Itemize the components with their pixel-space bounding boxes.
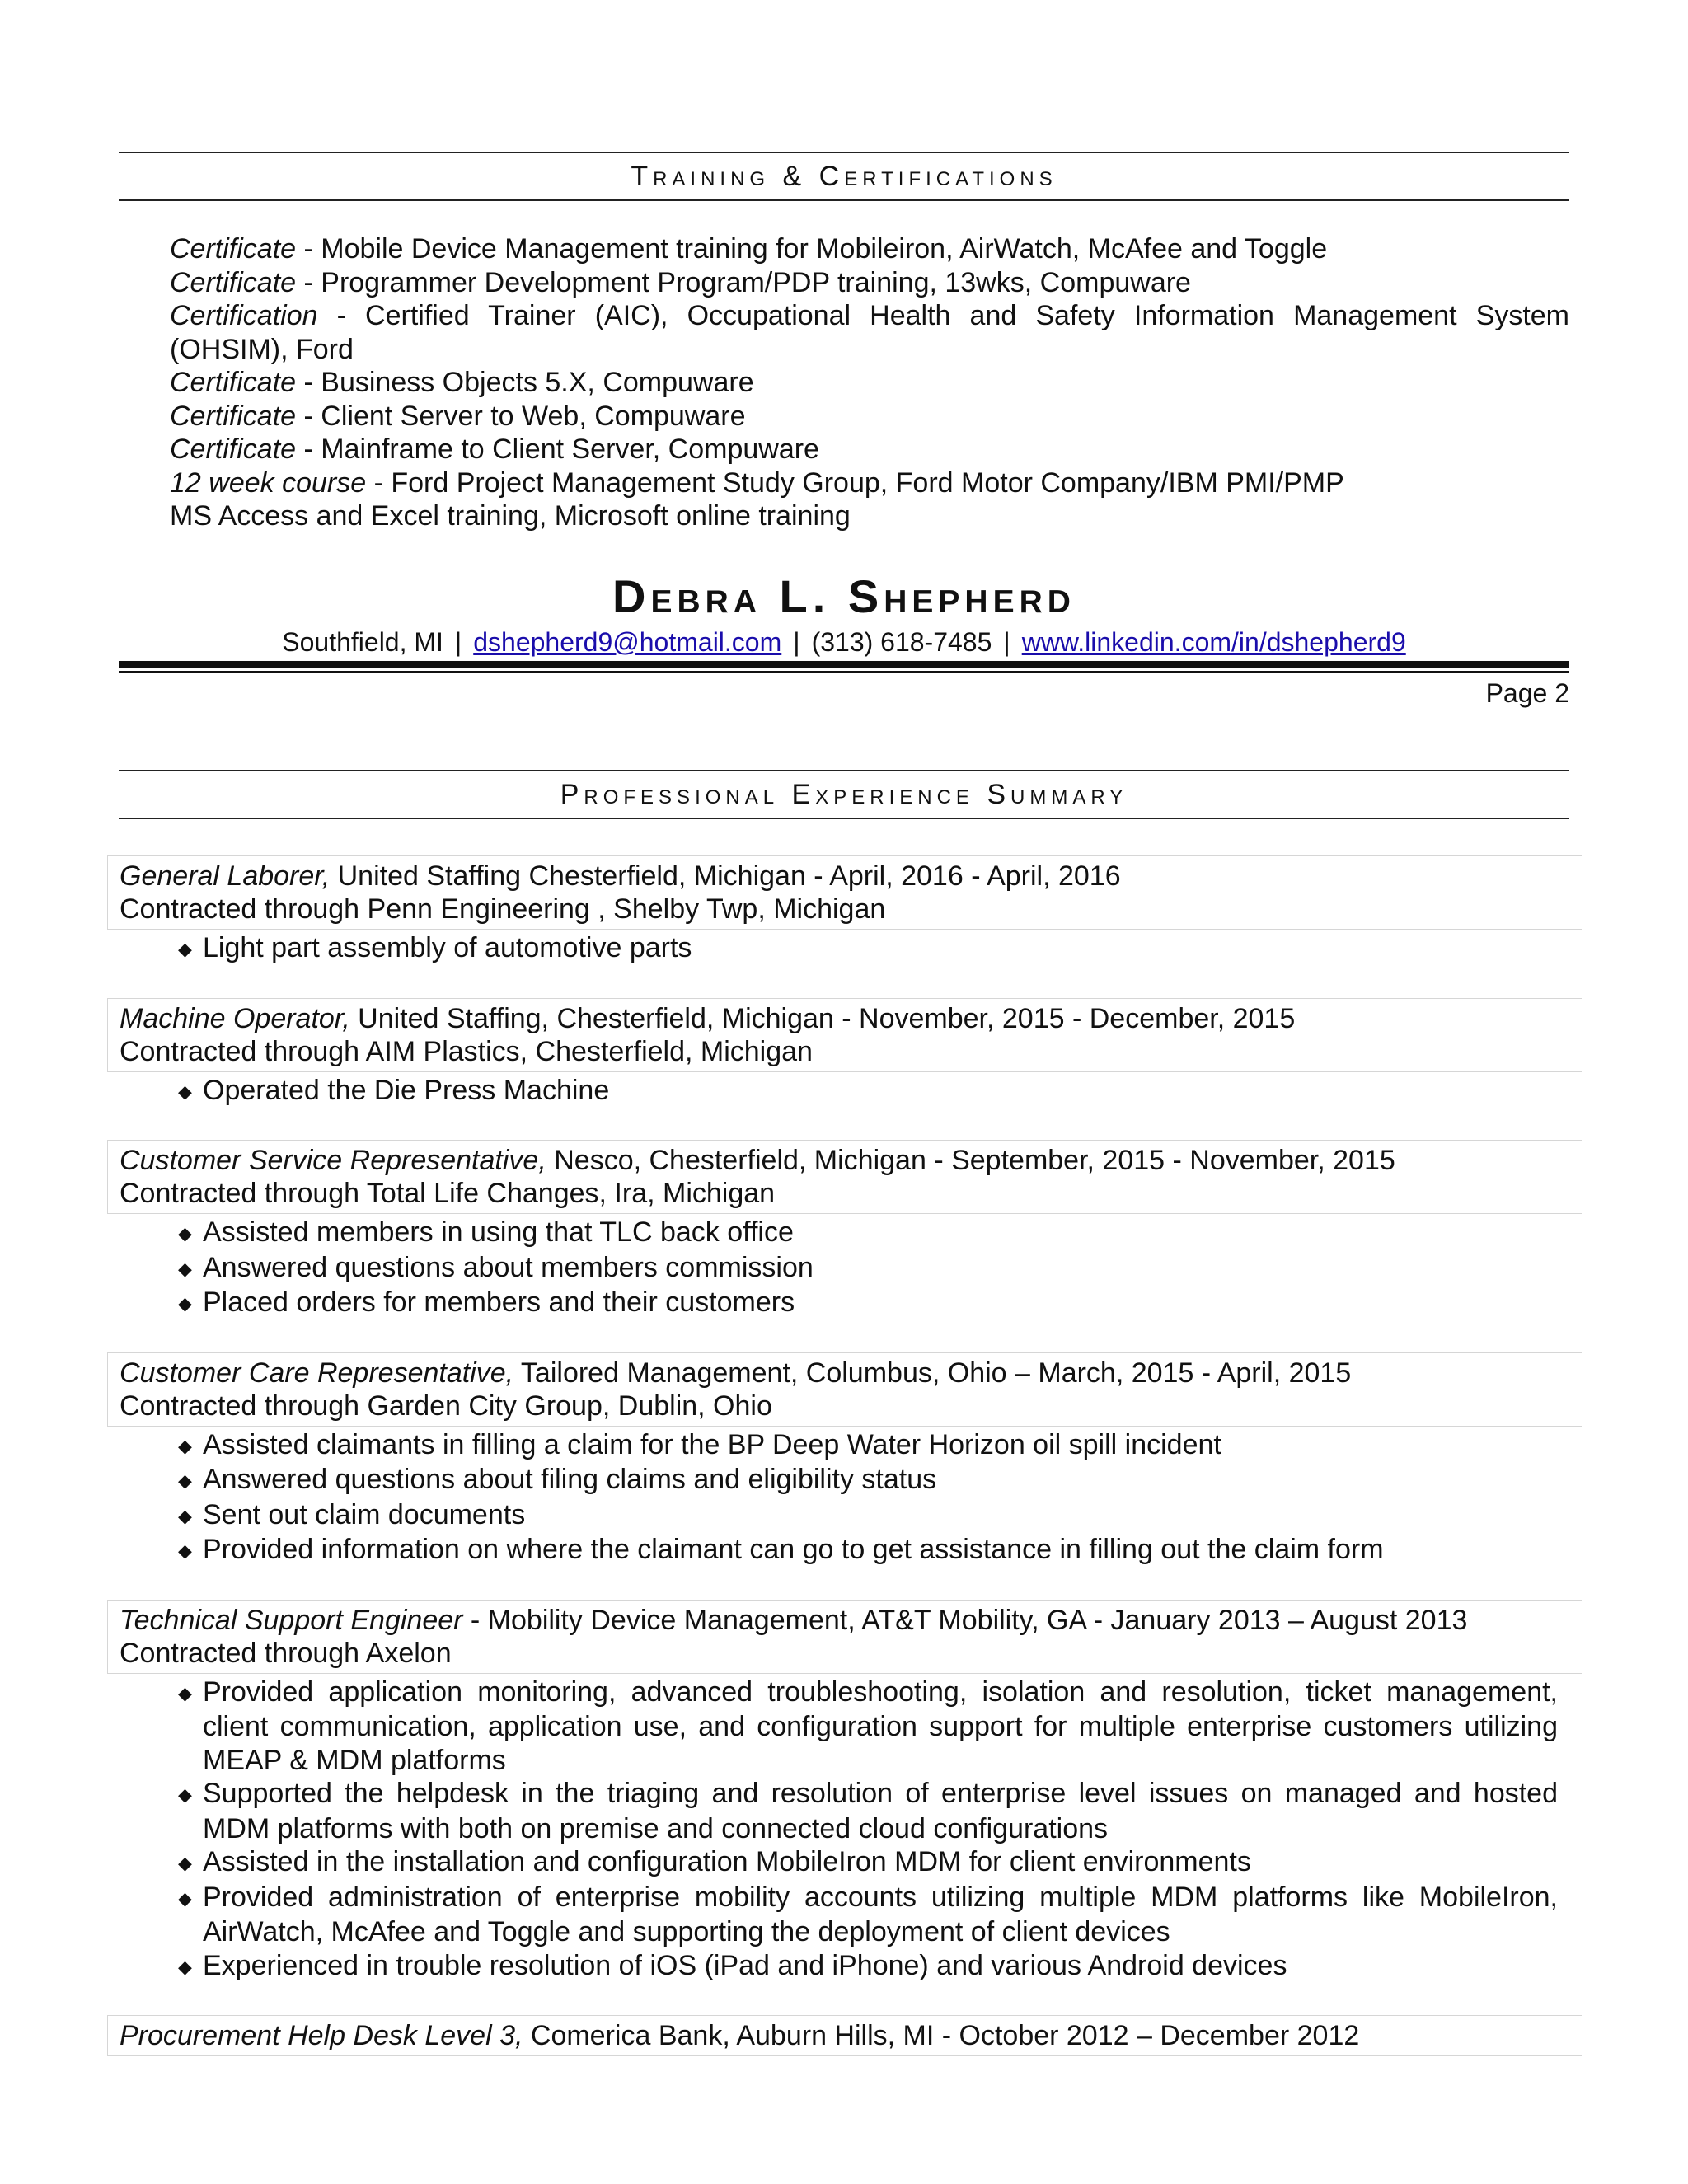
job-header-box bbox=[107, 2015, 1582, 2056]
job-detail: Comerica Bank, Auburn Hills, MI - October 2012 – December 2012 bbox=[523, 2020, 1360, 2051]
training-item bbox=[170, 466, 1569, 500]
job-detail: Tailored Management, Columbus, Ohio – March, 2015 - April, 2015 bbox=[513, 1357, 1352, 1389]
bullet-item bbox=[107, 1675, 1558, 1778]
job-detail: United Staffing Chesterfield, Michigan - April, 2016 - April, 2016 bbox=[330, 860, 1121, 892]
job-title: Technical Support Engineer bbox=[120, 1604, 463, 1636]
diamond-bullet-icon: ◆ bbox=[178, 939, 192, 959]
job-title: Machine Operator, bbox=[120, 1002, 350, 1034]
bullet-text: Answered questions about filing claims and eligibility status bbox=[203, 1464, 937, 1495]
bullet-item bbox=[107, 1251, 1558, 1286]
bullet-text: Provided administration of enterprise mobility accounts utilizing multiple MDM platforms like MobileIron, AirWatch, McAfee and Toggle and supporting the deployment of client devices bbox=[203, 1881, 1558, 1947]
job-bullets bbox=[107, 1428, 1582, 1568]
bullet-item bbox=[107, 1777, 1558, 1845]
diamond-bullet-icon: ◆ bbox=[178, 1956, 192, 1977]
job-title: Customer Service Representative, bbox=[120, 1145, 546, 1176]
diamond-bullet-icon: ◆ bbox=[178, 1540, 192, 1561]
separator: | bbox=[793, 627, 800, 657]
bullet-item bbox=[107, 1428, 1558, 1464]
job-contract: Contracted through Axelon bbox=[120, 1637, 452, 1669]
training-item-label: 12 week course bbox=[170, 466, 367, 499]
training-item-label: Certificate bbox=[170, 400, 297, 432]
bullet-item bbox=[107, 1463, 1558, 1498]
bullet-text: Light part assembly of automotive parts bbox=[203, 932, 692, 963]
header-thin-rule bbox=[119, 671, 1569, 673]
diamond-bullet-icon: ◆ bbox=[178, 1853, 192, 1873]
page-number: Page 2 bbox=[1485, 678, 1569, 708]
training-item-text: - Ford Project Management Study Group, Ford Motor Company/IBM PMI/PMP bbox=[366, 466, 1344, 499]
experience-section-header bbox=[119, 770, 1569, 819]
training-item bbox=[170, 232, 1569, 266]
bullet-text: Operated the Die Press Machine bbox=[203, 1074, 610, 1106]
phone-text: (313) 618-7485 bbox=[811, 627, 992, 657]
job-contract: Contracted through Total Life Changes, Ira, Michigan bbox=[120, 1178, 776, 1209]
diamond-bullet-icon: ◆ bbox=[178, 1080, 192, 1102]
experience-heading: Professional Experience Summary bbox=[560, 779, 1128, 810]
bullet-item bbox=[107, 1498, 1558, 1534]
training-item-text: MS Access and Excel training, Microsoft online training bbox=[170, 500, 851, 532]
job-detail: United Staffing, Chesterfield, Michigan - November, 2015 - December, 2015 bbox=[349, 1002, 1296, 1034]
training-item bbox=[170, 499, 1569, 533]
job-bullets bbox=[107, 1216, 1582, 1321]
training-list bbox=[170, 232, 1569, 533]
bullet-text: Assisted members in using that TLC back office bbox=[203, 1216, 794, 1248]
job-title: General Laborer, bbox=[120, 860, 331, 892]
job-bullets bbox=[107, 931, 1582, 967]
training-item bbox=[170, 299, 1569, 366]
diamond-bullet-icon: ◆ bbox=[178, 1784, 192, 1805]
contact-line bbox=[0, 626, 1688, 658]
bullet-item bbox=[107, 1881, 1558, 1949]
diamond-bullet-icon: ◆ bbox=[178, 1470, 192, 1491]
training-item bbox=[170, 366, 1569, 400]
training-item-text: - Mainframe to Client Server, Compuware bbox=[296, 434, 819, 465]
diamond-bullet-icon: ◆ bbox=[178, 1258, 192, 1279]
diamond-bullet-icon: ◆ bbox=[178, 1435, 192, 1456]
job-title: Customer Care Representative, bbox=[120, 1357, 514, 1389]
bullet-text: Assisted claimants in filling a claim for the BP Deep Water Horizon oil spill incident bbox=[203, 1428, 1221, 1460]
job-detail: Nesco, Chesterfield, Michigan - September, 2015 - November, 2015 bbox=[546, 1145, 1395, 1176]
bullet-item bbox=[107, 1286, 1558, 1321]
bullet-text: Experienced in trouble resolution of iOS (iPad and iPhone) and various Android devices bbox=[203, 1949, 1287, 1981]
training-item-label: Certificate bbox=[170, 233, 297, 265]
job-entry bbox=[107, 1352, 1582, 1568]
training-item-text: - Certified Trainer (AIC), Occupational Health and Safety Information Management System (OHSIM), Ford bbox=[170, 300, 1569, 365]
training-item-text: - Business Objects 5.X, Compuware bbox=[296, 367, 754, 398]
job-bullets bbox=[107, 1074, 1582, 1109]
bullet-item bbox=[107, 931, 1558, 967]
job-list bbox=[107, 855, 1582, 2088]
bullet-text: Provided information on where the claimant can go to get assistance in filling out the claim form bbox=[203, 1534, 1384, 1565]
job-header-box bbox=[107, 1600, 1582, 1674]
location-text: Southfield, MI bbox=[282, 627, 443, 657]
training-item-label: Certificate bbox=[170, 266, 297, 298]
job-header-box bbox=[107, 1352, 1582, 1427]
bullet-text: Placed orders for members and their customers bbox=[203, 1286, 795, 1318]
training-item-text: - Programmer Development Program/PDP training, 13wks, Compuware bbox=[296, 266, 1191, 298]
diamond-bullet-icon: ◆ bbox=[178, 1505, 192, 1526]
job-contract: Contracted through AIM Plastics, Chesterfield, Michigan bbox=[120, 1035, 813, 1067]
job-contract: Contracted through Garden City Group, Dublin, Ohio bbox=[120, 1390, 772, 1422]
job-header-box bbox=[107, 998, 1582, 1072]
job-title: Procurement Help Desk Level 3, bbox=[120, 2020, 523, 2051]
bullet-item bbox=[107, 1949, 1558, 1985]
bullet-item bbox=[107, 1533, 1558, 1568]
job-entry bbox=[107, 855, 1582, 967]
diamond-bullet-icon: ◆ bbox=[178, 1223, 192, 1244]
training-item-label: Certification bbox=[170, 300, 318, 331]
candidate-name: Debra L. Shepherd bbox=[612, 570, 1076, 622]
job-header-box bbox=[107, 1140, 1582, 1214]
diamond-bullet-icon: ◆ bbox=[178, 1682, 192, 1704]
separator: | bbox=[454, 627, 462, 657]
training-item-text: - Mobile Device Management training for Mobileiron, AirWatch, McAfee and Toggle bbox=[296, 233, 1328, 265]
bullet-text: Supported the helpdesk in the triaging and resolution of enterprise level issues on managed and hosted MDM platforms with both on premise and connected cloud configurations bbox=[203, 1778, 1558, 1844]
job-entry bbox=[107, 2015, 1582, 2056]
diamond-bullet-icon: ◆ bbox=[178, 1293, 192, 1314]
training-item-label: Certificate bbox=[170, 367, 297, 398]
job-bullets bbox=[107, 1675, 1582, 1985]
bullet-item bbox=[107, 1216, 1558, 1251]
job-header-box bbox=[107, 855, 1582, 930]
bullet-text: Assisted in the installation and configuration MobileIron MDM for client environments bbox=[203, 1846, 1251, 1877]
training-item-label: Certificate bbox=[170, 434, 297, 465]
bullet-item bbox=[107, 1074, 1558, 1109]
training-item bbox=[170, 400, 1569, 434]
job-contract: Contracted through Penn Engineering , Shelby Twp, Michigan bbox=[120, 893, 886, 925]
job-entry bbox=[107, 1140, 1582, 1321]
training-item bbox=[170, 266, 1569, 300]
bullet-text: Answered questions about members commission bbox=[203, 1251, 814, 1283]
job-entry bbox=[107, 1600, 1582, 1985]
separator: | bbox=[1003, 627, 1010, 657]
training-item-text: - Client Server to Web, Compuware bbox=[296, 400, 746, 432]
bullet-text: Sent out claim documents bbox=[203, 1498, 526, 1530]
header-thick-rule bbox=[119, 661, 1569, 668]
linkedin-link[interactable]: www.linkedin.com/in/dshepherd9 bbox=[1021, 627, 1406, 657]
job-entry bbox=[107, 998, 1582, 1109]
email-link[interactable]: dshepherd9@hotmail.com bbox=[473, 627, 782, 657]
bullet-text: Provided application monitoring, advanced troubleshooting, isolation and resolution, ticket management, client communication, application use, and configuration support for multiple enterprise customers utilizing MEAP & MDM platforms bbox=[203, 1675, 1558, 1776]
training-section-header bbox=[119, 152, 1569, 201]
training-heading: Training & Certifications bbox=[631, 161, 1057, 192]
job-detail: - Mobility Device Management, AT&T Mobility, GA - January 2013 – August 2013 bbox=[462, 1604, 1468, 1636]
diamond-bullet-icon: ◆ bbox=[178, 1887, 192, 1909]
training-item bbox=[170, 433, 1569, 466]
bullet-item bbox=[107, 1845, 1558, 1881]
